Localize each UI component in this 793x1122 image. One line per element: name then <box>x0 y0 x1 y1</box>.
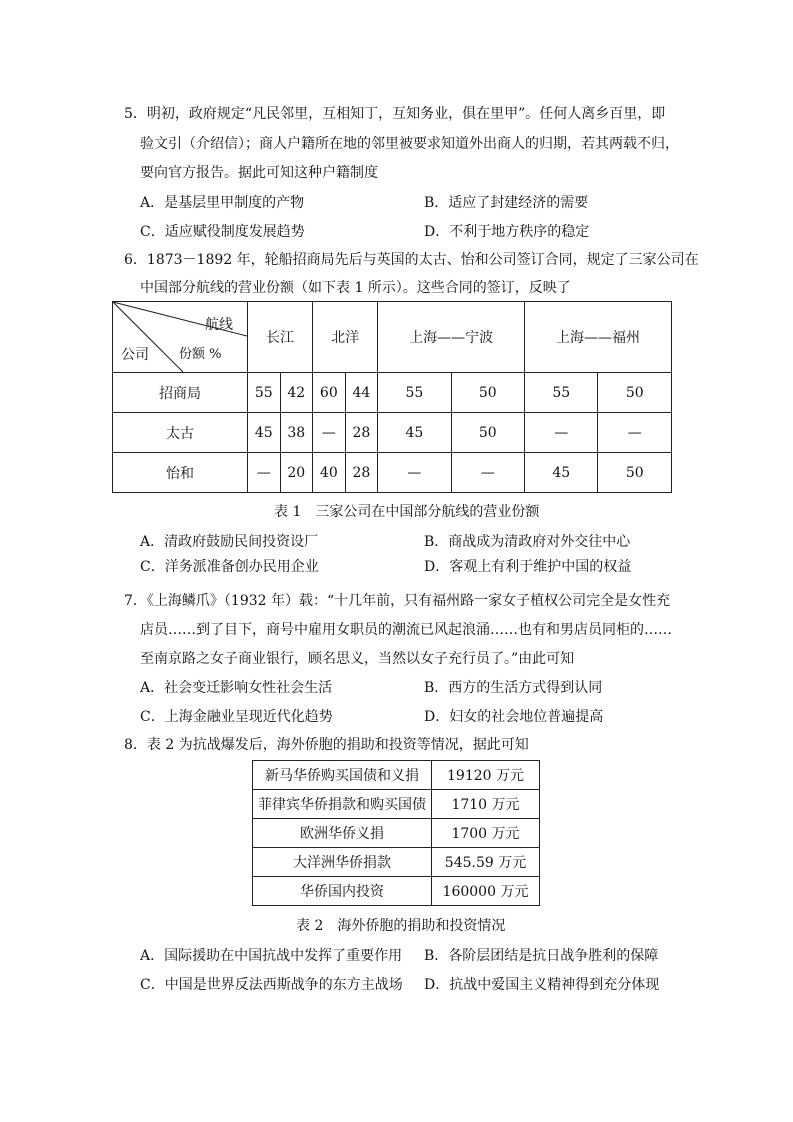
table-1-caption: 表 1 三家公司在中国部分航线的营业份额 <box>274 504 540 520</box>
amount-cell: 1710 万元 <box>432 790 540 819</box>
table-row <box>253 819 540 848</box>
share-cell: — <box>525 413 598 453</box>
share-cell: 55 <box>525 373 598 413</box>
table-row <box>253 877 540 906</box>
table-row <box>113 413 672 453</box>
amount-cell: 19120 万元 <box>432 761 540 790</box>
amount-cell: 160000 万元 <box>432 877 540 906</box>
q7-stem-line-3: 至南京路之女子商业银行，顾名思义，当然以女子充行员了。”由此可知 <box>140 651 575 667</box>
q5-stem-line-1: 5．明初，政府规定“凡民邻里，互相知丁，互知务业，俱在里甲”。任何人离乡百里，即 <box>124 106 666 122</box>
q7-option-d[interactable]: D．妇女的社会地位普遍提高 <box>424 709 604 725</box>
share-cell: 55 <box>248 373 281 413</box>
share-cell: 50 <box>598 453 672 493</box>
share-cell: 55 <box>378 373 451 413</box>
table-row <box>253 848 540 877</box>
table-row <box>113 453 672 493</box>
share-cell: 45 <box>378 413 451 453</box>
q8-option-b[interactable]: B．各阶层团结是抗日战争胜利的保障 <box>424 948 659 964</box>
share-cell: 20 <box>280 453 313 493</box>
q7-stem-line-1: 7．《上海鳞爪》（1932 年）载：“十几年前，只有福州路一家女子植权公司完全是女性充 <box>124 593 671 609</box>
q5-option-b[interactable]: B．适应了封建经济的需要 <box>424 195 589 211</box>
route-header-shanghai-fuzhou: 上海——福州 <box>525 302 672 373</box>
q6-option-d[interactable]: D．客观上有利于维护中国的权益 <box>424 559 632 575</box>
q7-option-b[interactable]: B．西方的生活方式得到认同 <box>424 680 603 696</box>
corner-label-share: 份额 % <box>179 347 222 362</box>
share-cell: 50 <box>451 413 524 453</box>
share-cell: — <box>598 413 672 453</box>
q6-option-c[interactable]: C．洋务派准备创办民用企业 <box>140 559 319 575</box>
q8-option-a[interactable]: A．国际援助在中国抗战中发挥了重要作用 <box>140 948 403 964</box>
q7-stem-line-2: 店员……到了目下，商号中雇用女职员的潮流已风起浪涌……也有和男店员同柜的…… <box>140 622 672 638</box>
q5-option-a[interactable]: A．是基层里甲制度的产物 <box>140 195 305 211</box>
share-cell: 42 <box>280 373 313 413</box>
amount-cell: 545.59 万元 <box>432 848 540 877</box>
share-cell: — <box>248 453 281 493</box>
company-cell: 招商局 <box>113 373 248 413</box>
table-row <box>113 373 672 413</box>
table-corner-cell <box>113 302 248 373</box>
q5-stem-line-2: 验文引（介绍信）；商人户籍所在地的邻里被要求知道外出商人的归期，若其两载不归， <box>140 136 679 152</box>
table-row <box>253 761 540 790</box>
donor-cell: 新马华侨购买国债和义捐 <box>253 761 432 790</box>
corner-label-route: 航线 <box>205 317 233 333</box>
share-cell: 45 <box>525 453 598 493</box>
q8-option-d[interactable]: D．抗战中爱国主义精神得到充分体现 <box>424 977 660 993</box>
shipping-share-table <box>112 301 672 493</box>
q5-stem-line-3: 要向官方报告。据此可知这种户籍制度 <box>140 165 378 181</box>
share-cell: 60 <box>313 373 346 413</box>
q8-stem-line-1: 8．表 2 为抗战爆发后，海外侨胞的捐助和投资等情况，据此可知 <box>124 737 529 753</box>
share-cell: 40 <box>313 453 346 493</box>
q5-option-c[interactable]: C．适应赋役制度发展趋势 <box>140 224 305 240</box>
q6-stem-line-2: 中国部分航线的营业份额（如下表 1 所示）。这些合同的签订，反映了 <box>140 280 571 296</box>
corner-label-company: 公司 <box>121 347 149 363</box>
q5-option-d[interactable]: D．不利于地方秩序的稳定 <box>424 224 590 240</box>
share-cell: 50 <box>598 373 672 413</box>
donor-cell: 菲律宾华侨捐款和购买国债 <box>253 790 432 819</box>
donor-cell: 华侨国内投资 <box>253 877 432 906</box>
share-cell: 28 <box>345 413 378 453</box>
donor-cell: 欧洲华侨义捐 <box>253 819 432 848</box>
share-cell: — <box>451 453 524 493</box>
share-cell: 50 <box>451 373 524 413</box>
share-cell: — <box>378 453 451 493</box>
donor-cell: 大洋洲华侨捐款 <box>253 848 432 877</box>
company-cell: 太古 <box>113 413 248 453</box>
route-header-yangtze: 长江 <box>248 302 313 373</box>
share-cell: 44 <box>345 373 378 413</box>
q6-stem-line-1: 6．1873－1892 年，轮船招商局先后与英国的太古、怡和公司签订合同，规定了三家公司在 <box>124 252 699 268</box>
company-cell: 怡和 <box>113 453 248 493</box>
q6-option-b[interactable]: B．商战成为清政府对外交往中心 <box>424 534 631 550</box>
q7-option-a[interactable]: A．社会变迁影响女性社会生活 <box>140 680 333 696</box>
table-2-caption: 表 2 海外侨胞的捐助和投资情况 <box>296 918 506 934</box>
amount-cell: 1700 万元 <box>432 819 540 848</box>
share-cell: — <box>313 413 346 453</box>
route-header-beiyang: 北洋 <box>313 302 378 373</box>
share-cell: 45 <box>248 413 281 453</box>
route-header-shanghai-ningbo: 上海——宁波 <box>378 302 525 373</box>
overseas-donation-table <box>252 760 540 906</box>
table-row <box>253 790 540 819</box>
share-cell: 38 <box>280 413 313 453</box>
q8-option-c[interactable]: C．中国是世界反法西斯战争的东方主战场 <box>140 977 403 993</box>
q6-option-a[interactable]: A．清政府鼓励民间投资设厂 <box>140 534 319 550</box>
share-cell: 28 <box>345 453 378 493</box>
q7-option-c[interactable]: C．上海金融业呈现近代化趋势 <box>140 709 333 725</box>
